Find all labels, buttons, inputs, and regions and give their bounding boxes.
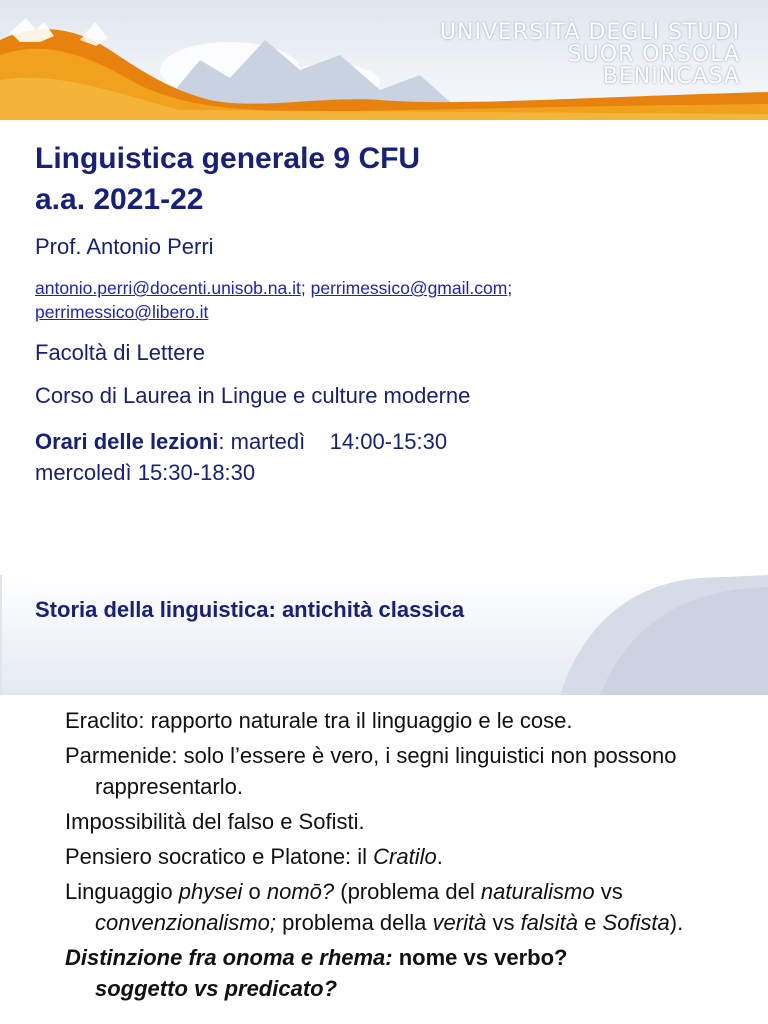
professor-name: Prof. Antonio Perri xyxy=(35,234,214,259)
schedule-label: Orari delle lezioni xyxy=(35,429,219,454)
point-onoma-rhema: Distinzione fra onoma e rhema: nome vs verbo? soggetto vs predicato? xyxy=(65,945,568,1001)
university-banner xyxy=(0,0,768,120)
slide-2-title: Storia della linguistica: antichità classica xyxy=(35,597,465,622)
faculty: Facoltà di Lettere xyxy=(35,340,205,365)
email-list xyxy=(35,276,512,324)
course-title xyxy=(35,138,420,220)
slide-2-header xyxy=(0,575,768,695)
point-parmenide: Parmenide: solo l’essere è vero, i segni linguistici non possono rappresentarlo. xyxy=(65,743,677,799)
slide-2-body xyxy=(65,705,745,1008)
university-logo-text xyxy=(440,22,740,88)
course-title-line-2: a.a. 2021-22 xyxy=(35,183,204,216)
email-link-gmail[interactable]: perrimessico@gmail.com xyxy=(310,278,508,298)
university-name-line-3: BENINCASA xyxy=(602,64,740,89)
email-link-unisob[interactable]: antonio.perri@docenti.unisob.na.it xyxy=(35,278,301,298)
point-physei-nomo: Linguaggio physei o nomō? (problema del naturalismo vs convenzionalismo; problema della verità vs falsità e Sofista). xyxy=(65,879,684,935)
degree-course: Corso di Laurea in Lingue e culture moderne xyxy=(35,383,471,408)
schedule-wednesday: mercoledì 15:30-18:30 xyxy=(35,460,256,485)
header-wave-graphic xyxy=(0,575,768,695)
course-title-line-1: Linguistica generale 9 CFU xyxy=(35,142,421,175)
lesson-schedule xyxy=(35,426,447,488)
cratilo-emphasis: Cratilo xyxy=(373,844,437,869)
email-separator: ; xyxy=(300,278,306,298)
email-separator: ; xyxy=(507,278,513,298)
university-name-line-1: UNIVERSITÀ DEGLI STUDI xyxy=(439,20,740,45)
point-eraclito: Eraclito: rapporto naturale tra il linguaggio e le cose. xyxy=(65,708,573,733)
point-sofisti: Impossibilità del falso e Sofisti. xyxy=(65,809,365,834)
schedule-tuesday: : martedì 14:00-15:30 xyxy=(218,429,448,454)
slide-2 xyxy=(0,575,768,1024)
university-name-line-2: SUOR ORSOLA xyxy=(567,42,740,67)
email-link-libero[interactable]: perrimessico@libero.it xyxy=(35,302,209,322)
point-platone: Pensiero socratico e Platone: il Cratilo. xyxy=(65,844,443,869)
